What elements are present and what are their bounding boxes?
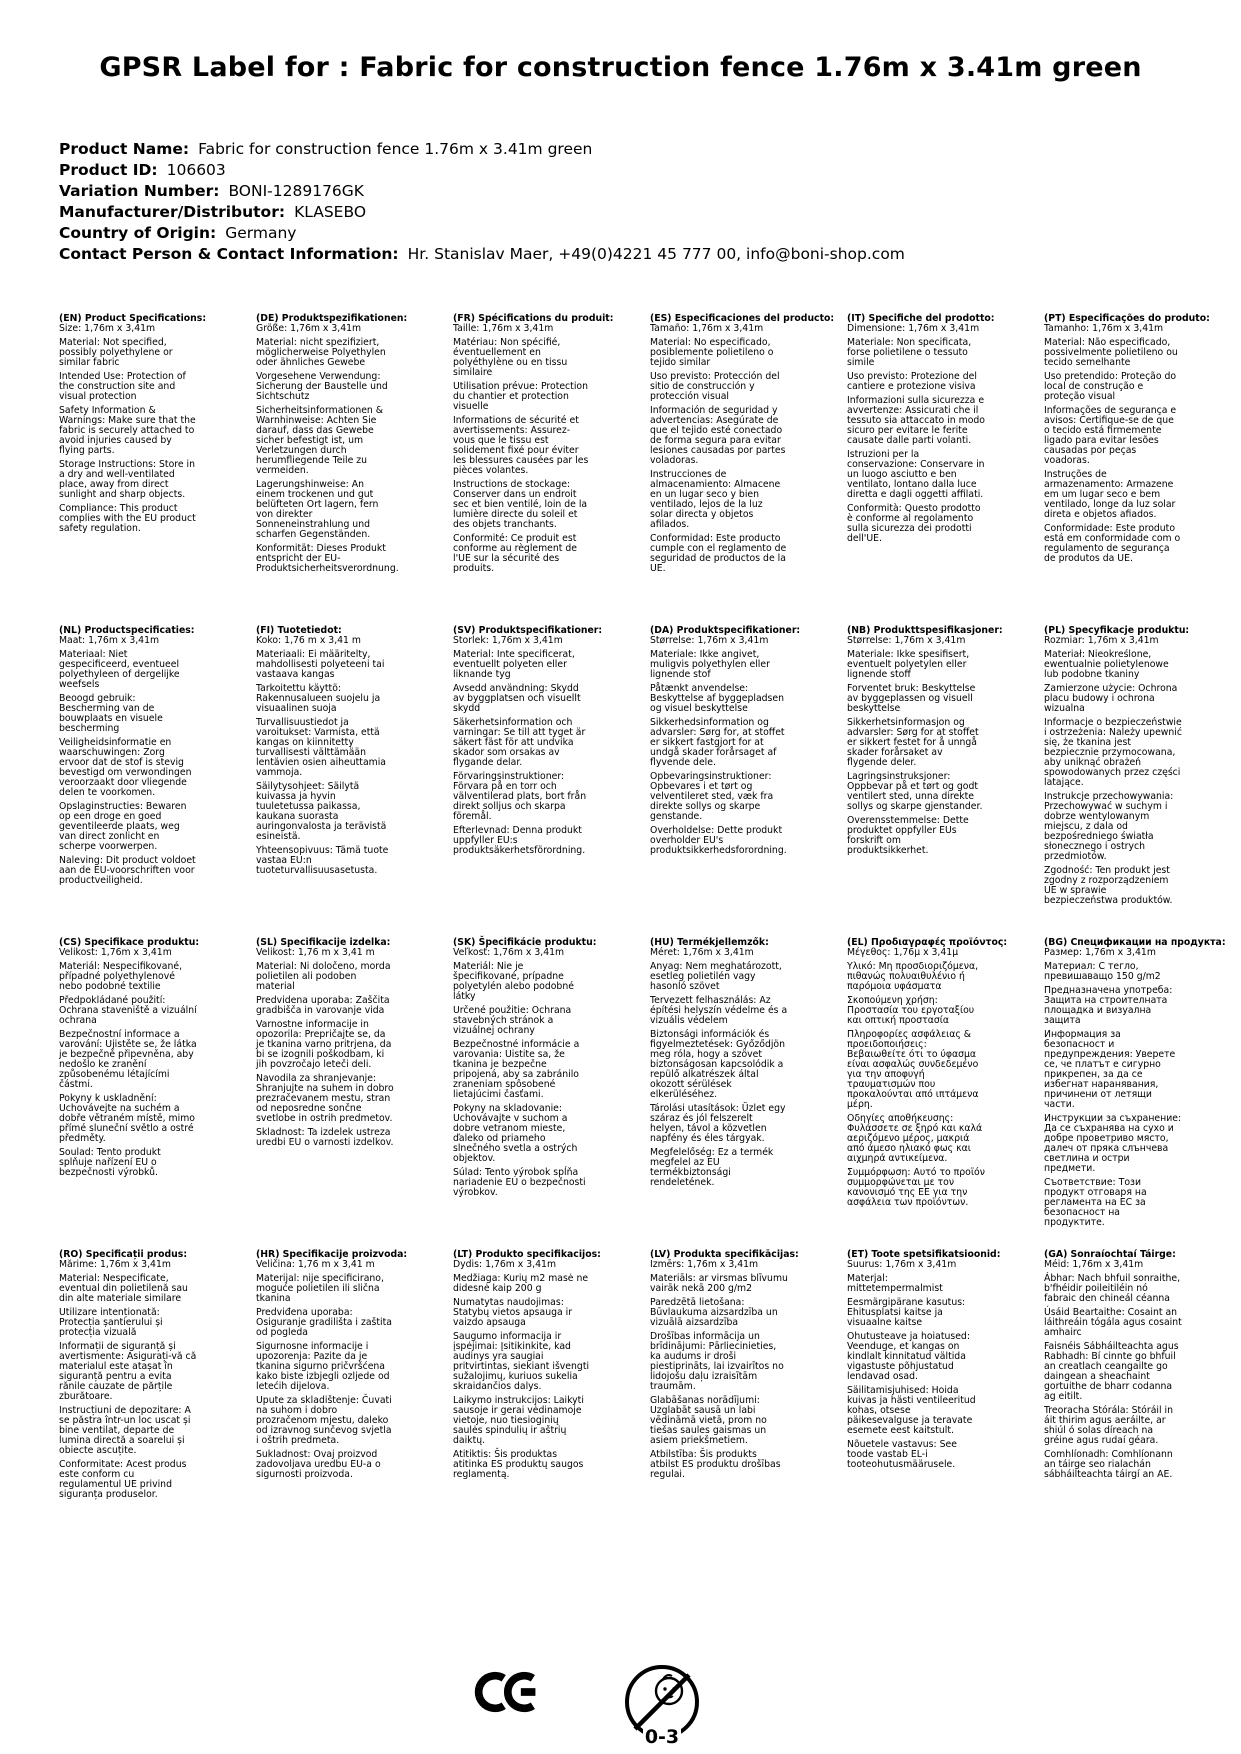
lang-block-body [453, 324, 591, 574]
spec-paragraph: Informacje o bezpieczeństwie i ostrzeżenia: Należy upewnić się, że tkanina jest bezpiecznie przymocowana, aby uniknąć obrażeń spowodowanych przez części latające. [1044, 717, 1182, 788]
spec-paragraph: Predviđena uporaba: Osiguranje gradilišta i zaštita od pogleda [256, 1307, 392, 1338]
lang-block-body [256, 1260, 394, 1480]
product-info-label: Country of Origin: [59, 224, 217, 242]
lang-block-heading: (DA) Produktspecifikationer: [650, 625, 801, 636]
product-info-value: Hr. Stanislav Maer, +49(0)4221 45 777 00, info@boni-shop.com [407, 245, 905, 263]
spec-paragraph: Lagerungshinweise: An einem trockenen und gut belüfteten Ort lagern, fern von direkter Sonneneinstrahlung und scharfen Gegenständen. [256, 479, 379, 540]
lang-block-da [650, 625, 801, 938]
spec-paragraph: Ohutusteave ja hoiatused: Veenduge, et kangas on kindlalt kinnitatud vältida vigastuste põhjustatud lendavad osad. [847, 1331, 970, 1382]
spec-paragraph: Υλικό: Μη προσδιοριζόμενα, πιθανώς πολυαιθυλένιο ή παρόμοια υφάσματα [847, 961, 979, 992]
lang-block-body [847, 1260, 985, 1470]
spec-paragraph: Uso previsto: Protezione del cantiere e protezione visiva [847, 371, 977, 392]
spec-paragraph: Biztonsági információk és figyelmeztetések: Győződjön meg róla, hogy a szövet biztonságosan kapcsolódik a repülő alkatrészek által okozott sérülések elkerüléséhez. [650, 1029, 786, 1100]
lang-block-hr [256, 1249, 408, 1562]
spec-paragraph: Skladnost: Ta izdelek ustreza uredbi EU o varnosti izdelkov. [256, 1127, 394, 1148]
spec-paragraph: Veľkosť: 1,76m x 3,41m [453, 947, 565, 958]
spec-paragraph: Taille: 1,76m x 3,41m [453, 323, 554, 334]
spec-paragraph: Konformität: Dieses Produkt entspricht der EU-Produktsicherheitsverordnung. [256, 543, 399, 574]
product-info-value: KLASEBO [294, 203, 367, 221]
spec-paragraph: Материал: С тегло, превишаващо 150 g/m2 [1044, 961, 1161, 982]
lang-block-heading: (LV) Produkta specifikācijas: [650, 1249, 799, 1260]
lang-block-body [650, 324, 788, 574]
lang-block-fr [453, 313, 614, 626]
spec-paragraph: Σκοπούμενη χρήση: Προστασία του εργοταξίου και οπτική προστασία [847, 995, 975, 1026]
spec-paragraph: Material: Não especificado, possivelmente polietileno ou tecido semelhante [1044, 337, 1178, 368]
spec-paragraph: Bezpečnostní informace a varování: Ujistěte se, že látka je bezpečně připevněna, aby nedošlo ke zranění způsobenému létajícími částmi. [59, 1029, 197, 1090]
lang-block-body [847, 948, 985, 1208]
spec-paragraph: Velikost: 1,76m x 3,41m [59, 947, 172, 958]
lang-block-body [1044, 324, 1182, 564]
spec-paragraph: Materiāls: ar virsmas blīvumu vairāk nekā 200 g/m2 [650, 1273, 788, 1294]
product-info-label: Contact Person & Contact Information: [59, 245, 399, 263]
lang-block-heading: (ET) Toote spetsifikatsioonid: [847, 1249, 1001, 1260]
spec-paragraph: Pokyny k uskladnění: Uchovávejte na suchém a dobře větraném místě, mimo přímé sluneční světlo a ostré předměty. [59, 1093, 195, 1144]
spec-paragraph: Storlek: 1,76m x 3,41m [453, 635, 563, 646]
product-info-value: 106603 [166, 161, 226, 179]
spec-paragraph: Información de seguridad y advertencias: Asegúrate de que el tejido esté conectado de forma segura para evitar lesiones causadas por partes voladoras. [650, 405, 786, 466]
spec-paragraph: Naleving: Dit product voldoet aan de EU-voorschriften voor productveiligheid. [59, 855, 196, 886]
lang-block-heading: (NL) Productspecificaties: [59, 625, 195, 636]
spec-paragraph: Lagringsinstruksjoner: Oppbevar på et tørt og godt ventilert sted, unna direkte sollys og skarpe gjenstander. [847, 771, 983, 812]
spec-paragraph: Συμμόρφωση: Αυτό το προϊόν συμμορφώνεται με τον κανονισμό της ΕΕ για την ασφάλεια των προϊόντων. [847, 1167, 985, 1208]
spec-paragraph: Größe: 1,76m x 3,41m [256, 323, 362, 334]
lang-block-heading: (SK) Špecifikácie produktu: [453, 937, 597, 948]
lang-block-sk [453, 937, 597, 1250]
age-warning-icon [622, 1656, 702, 1754]
lang-block-body [453, 948, 591, 1198]
spec-paragraph: Materjal: mittetempermalmist [847, 1273, 943, 1294]
spec-paragraph: Tárolási utasítások: Üzlet egy száraz és jól felszerelt helyen, távol a közvetlen napfény és éles tárgyak. [650, 1103, 786, 1144]
lang-block-body [1044, 948, 1182, 1228]
lang-block-body [453, 1260, 591, 1480]
spec-paragraph: Instructions de stockage: Conserver dans un endroit sec et bien ventilé, loin de la lumière directe du soleil et des objets tranchants. [453, 479, 588, 530]
spec-paragraph: Informații de siguranță și avertismente: Asigurați-vă că materialul este atașat în siguranță pentru a evita rănile cauzate de părțile zburătoare. [59, 1341, 197, 1402]
spec-paragraph: Material: Not specified, possibly polyethylene or similar fabric [59, 337, 173, 368]
product-info-row [59, 244, 905, 265]
lang-block-body [256, 636, 394, 876]
lang-block-body [847, 324, 985, 544]
ce-mark-icon [472, 1668, 544, 1720]
product-info-row [59, 202, 905, 223]
lang-block-pt [1044, 313, 1210, 626]
spec-paragraph: Sigurnosne informacije i upozorenja: Pazite da je tkanina sigurno pričvršćena kako biste izbjegli ozljede od letećih dijelova. [256, 1341, 390, 1392]
product-info-label: Manufacturer/Distributor: [59, 203, 286, 221]
spec-paragraph: Materiaal: Niet gespecificeerd, eventueel polyethyleen of dergelijke weefsels [59, 649, 180, 690]
spec-paragraph: Medžiaga: Kurių m2 masė ne didesnė kaip 200 g [453, 1273, 589, 1294]
lang-block-heading: (BG) Спецификации на продукта: [1044, 937, 1226, 948]
lang-block-en [59, 313, 207, 626]
spec-paragraph: Инструкции за съхранение: Да се съхранява на сухо и добре проветриво място, далеч от пряка слънчева светлина и остри предмети. [1044, 1113, 1182, 1174]
spec-paragraph: Съответствие: Този продукт отговаря на регламента на ЕС за безопасност на продуктите. [1044, 1177, 1147, 1228]
spec-paragraph: Eesmärgipärane kasutus: Ehitusplatsi kaitse ja visuaalne kaitse [847, 1297, 966, 1328]
lang-block-it [847, 313, 995, 626]
spec-paragraph: Megfelelőség: Ez a termék megfelel az EU termékbiztonsági rendeletének. [650, 1147, 774, 1188]
spec-paragraph: Materiál: Nie je špecifikované, prípadne polyetylén alebo podobné látky [453, 961, 574, 1002]
spec-paragraph: Určené použitie: Ochrana stavebných stránok a vizuálnej ochrany [453, 1005, 572, 1036]
spec-paragraph: Velikost: 1,76 m x 3,41 m [256, 947, 375, 958]
spec-paragraph: Faisnéis Sábháilteachta agus Rabhadh: Bí cinnte go bhfuil an creatlach ceangailte go daingean a sheachaint gortuithe de bharr codanna ag eitilt. [1044, 1341, 1179, 1402]
spec-paragraph: Μέγεθος: 1,76μ x 3,41μ [847, 947, 959, 958]
spec-paragraph: Sukladnost: Ovaj proizvod zadovoljava uredbu EU-a o sigurnosti proizvoda. [256, 1449, 381, 1480]
spec-paragraph: Saugumo informacija ir įspėjimai: Įsitikinkite, kad audinys yra saugiai pritvirtintas, siekiant išvengti sužalojimų, kuriuos sukelia skraidančios dalys. [453, 1331, 590, 1392]
spec-paragraph: Tarkoitettu käyttö: Rakennusalueen suojelu ja visuaalinen suoja [256, 683, 381, 714]
lang-block-lv [650, 1249, 799, 1562]
lang-block-heading: (CS) Specifikace produktu: [59, 937, 200, 948]
spec-paragraph: Material: Inte specificerat, eventuellt polyeten eller liknande tyg [453, 649, 575, 680]
page-title: GPSR Label for : Fabric for construction fence 1.76m x 3.41m green [99, 52, 1142, 83]
spec-paragraph: Laikymo instrukcijos: Laikyti sausoje ir gerai vėdinamoje vietoje, nuo tiesioginių saulės spindulių ir aštrių daiktų. [453, 1395, 584, 1446]
lang-block-heading: (GA) Sonraíochtaí Táirge: [1044, 1249, 1176, 1260]
spec-paragraph: Beoogd gebruik: Bescherming van de bouwplaats en visuele bescherming [59, 693, 163, 734]
spec-paragraph: Størrelse: 1,76m x 3,41m [650, 635, 769, 646]
spec-paragraph: Dimensione: 1,76m x 3,41m [847, 323, 980, 334]
spec-paragraph: Intended Use: Protection of the construction site and visual protection [59, 371, 186, 402]
spec-paragraph: Veličina: 1,76 m x 3,41 m [256, 1259, 375, 1270]
lang-block-body [1044, 1260, 1182, 1480]
spec-paragraph: Matériau: Non spécifié, éventuellement en polyéthylène ou en tissu similaire [453, 337, 568, 378]
spec-paragraph: Conformitate: Acest produs este conform cu regulamentul UE privind siguranța produselor. [59, 1459, 187, 1500]
spec-paragraph: Safety Information & Warnings: Make sure that the fabric is securely attached to avoid injuries caused by flying parts. [59, 405, 196, 456]
lang-block-body [453, 636, 591, 856]
spec-paragraph: Numatytas naudojimas: Statybų vietos apsauga ir vaizdo apsauga [453, 1297, 573, 1328]
spec-paragraph: Anyag: Nem meghatározott, esetleg polietilén vagy hasonló szövet [650, 961, 782, 992]
spec-paragraph: Úsáid Beartaithe: Cosaint an láithreáin tógála agus cosaint amhairc [1044, 1307, 1182, 1338]
lang-block-de [256, 313, 408, 626]
spec-paragraph: Drošības informācija un brīdinājumi: Pārliecinieties, ka audums ir droši piestiprināts, lai izvairītos no lidojošu daļu izraisītām traumām. [650, 1331, 784, 1392]
spec-paragraph: Comhlíonadh: Comhlíonann an táirge seo rialachán sábháilteachta táirgí an AE. [1044, 1449, 1173, 1480]
product-info-row [59, 223, 905, 244]
product-info-row [59, 139, 905, 160]
spec-paragraph: Размер: 1,76m x 3,41m [1044, 947, 1156, 958]
spec-paragraph: Предназначена употреба: Защита на строителната площадка и визуална защита [1044, 985, 1173, 1026]
language-blocks-grid [59, 314, 1241, 1562]
lang-block-fi [256, 626, 394, 938]
lang-block-es [650, 313, 835, 626]
product-info-label: Product Name: [59, 140, 190, 158]
spec-paragraph: Conformidade: Este produto está em conformidade com o regulamento de segurança de produtos da UE. [1044, 523, 1181, 564]
spec-paragraph: Súlad: Tento výrobok spĺňa nariadenie EÚ o bezpečnosti výrobkov. [453, 1167, 586, 1198]
lang-block-body [650, 636, 788, 856]
spec-paragraph: Instrukcje przechowywania: Przechowywać w suchym i dobrze wentylowanym miejscu, z dala od bezpośredniego światła słonecznego i ostrych przedmiotów. [1044, 791, 1174, 862]
lang-block-heading: (ES) Especificaciones del producto: [650, 313, 835, 324]
spec-paragraph: Förvaringsinstruktioner: Förvara på en torr och välventilerad plats, bort från direkt solljus och skarpa föremål. [453, 771, 587, 822]
lang-block-heading: (FI) Tuotetiedot: [256, 625, 342, 636]
spec-paragraph: Sikkerhedsinformation og advarsler: Sørg for, at stoffet er sikkert fastgjort for at undgå skader forårsaget af flyvende dele. [650, 717, 785, 768]
product-info-row [59, 181, 905, 202]
spec-paragraph: Zgodność: Ten produkt jest zgodny z rozporządzeniem UE w sprawie bezpieczeństwa produktów. [1044, 865, 1173, 906]
spec-paragraph: Compliance: This product complies with the EU product safety regulation. [59, 503, 196, 534]
spec-paragraph: Zamierzone użycie: Ochrona placu budowy i ochrona wizualna [1044, 683, 1178, 714]
lang-block-sv [453, 625, 603, 938]
lang-block-cs [59, 937, 200, 1250]
spec-paragraph: Material: nicht spezifiziert, möglicherweise Polyethylen oder ähnliches Gewebe [256, 337, 386, 368]
lang-block-bg [1044, 937, 1226, 1250]
spec-paragraph: Atitiktis: Šis produktas atitinka ES produktų saugos reglamentą. [453, 1449, 584, 1480]
spec-paragraph: Информация за безопасност и предупреждения: Уверете се, че платът е сигурно прикрепен, за да се избегнат наранявания, причинени от летящи части. [1044, 1029, 1176, 1110]
spec-paragraph: Conformità: Questo prodotto è conforme al regolamento sulla sicurezza dei prodotti dell'UE. [847, 503, 981, 544]
product-info-value: Germany [225, 224, 297, 242]
lang-block-heading: (FR) Spécifications du produit: [453, 313, 614, 324]
lang-block-body [59, 636, 197, 886]
spec-paragraph: Instrucțiuni de depozitare: A se păstra într-un loc uscat și bine ventilat, departe de lumina directă a soarelui și obiecte ascuțite. [59, 1405, 191, 1456]
spec-paragraph: Suurus: 1,76m x 3,41m [847, 1259, 957, 1270]
spec-paragraph: Bezpečnostné informácie a varovania: Uistite sa, že tkanina je bezpečne pripojená, aby sa zabránilo zraneniam spôsobené lietajúcimi časťami. [453, 1039, 580, 1100]
lang-block-body [847, 636, 985, 856]
spec-paragraph: Overensstemmelse: Dette produktet oppfyller EUs forskrift om produktsikkerhet. [847, 815, 969, 856]
product-info-label: Product ID: [59, 161, 158, 179]
spec-paragraph: Avsedd användning: Skydd av byggplatsen och visuellt skydd [453, 683, 581, 714]
lang-block-heading: (HR) Specifikacije proizvoda: [256, 1249, 408, 1260]
spec-paragraph: Paredzētā lietošana: Būvlaukuma aizsardzība un vizuālā aizsardzība [650, 1297, 778, 1328]
spec-paragraph: Glabāšanas norādījumi: Uzglabāt sausā un labi vēdināmā vietā, prom no tiešas saules gaismas un asiem priekšmetiem. [650, 1395, 767, 1446]
spec-paragraph: Méret: 1,76m x 3,41m [650, 947, 754, 958]
spec-paragraph: Predvidena uporaba: Zaščita gradbišča in varovanje vida [256, 995, 390, 1016]
lang-block-heading: (EN) Product Specifications: [59, 313, 207, 324]
lang-block-lt [453, 1249, 601, 1562]
spec-paragraph: Upute za skladištenje: Čuvati na suhom i dobro prozračenom mjestu, daleko od izravnog sunčevog svjetla i oštrih predmeta. [256, 1395, 392, 1446]
product-info [59, 139, 905, 265]
spec-paragraph: Rozmiar: 1,76m x 3,41m [1044, 635, 1159, 646]
spec-paragraph: Utilizare intenționată: Protecția șantierului și protecția vizuală [59, 1307, 163, 1338]
spec-paragraph: Informazioni sulla sicurezza e avvertenze: Assicurati che il tessuto sia attaccato in modo sicuro per evitare le ferite causate dalle parti volanti. [847, 395, 985, 446]
spec-paragraph: Forventet bruk: Beskyttelse av byggeplassen og visuell beskyttelse [847, 683, 976, 714]
spec-paragraph: Soulad: Tento produkt splňuje nařízení EU o bezpečnosti výrobků. [59, 1147, 161, 1178]
baby-face-icon [656, 1678, 682, 1704]
spec-paragraph: Efterlevnad: Denna produkt uppfyller EU:s produktsäkerhetsförordning. [453, 825, 586, 856]
lang-block-body [256, 323, 399, 574]
spec-paragraph: Navodila za shranjevanje: Shranjujte na suhem in dobro prezračevanem mestu, stran od neposredne sončne svetlobe in ostrih predmetov. [256, 1073, 394, 1124]
spec-paragraph: Säkerhetsinformation och varningar: Se till att tyget är säkert fäst för att undvika skador som orsakas av flygande delar. [453, 717, 586, 768]
lang-block-hu [650, 938, 788, 1250]
spec-paragraph: Atbilstība: Šis produkts atbilst ES produktu drošības regulai. [650, 1449, 781, 1480]
lang-block-heading: (RO) Specificații produs: [59, 1249, 188, 1260]
spec-paragraph: Opbevaringsinstruktioner: Opbevares i et tørt og velventileret sted, væk fra direkte sollys og skarpe genstande. [650, 771, 774, 822]
spec-paragraph: Uso previsto: Protección del sitio de construcción y protección visual [650, 371, 780, 402]
spec-paragraph: Οδηγίες αποθήκευσης: Φυλάσσετε σε ξηρό και καλά αεριζόμενο μέρος, μακριά από άμεσο ηλιακό φως και αιχμηρά αντικείμενα. [847, 1113, 983, 1164]
spec-paragraph: Sicherheitsinformationen & Warnhinweise: Achten Sie darauf, dass das Gewebe sicher befestigt ist, um Verletzungen durch herumfliegende Teile zu vermeiden. [256, 405, 384, 476]
lang-block-body [650, 1260, 788, 1480]
product-info-label: Variation Number: [59, 182, 220, 200]
spec-paragraph: Mărime: 1,76m x 3,41m [59, 1259, 171, 1270]
spec-paragraph: Conformité: Ce produit est conforme au règlement de l'UE sur la sécurité des produits. [453, 533, 578, 574]
lang-block-nb [847, 625, 1003, 938]
spec-paragraph: Uso pretendido: Proteção do local de construção e proteção visual [1044, 371, 1177, 402]
lang-block-body [59, 324, 197, 534]
spec-paragraph: Tervezett felhasználás: Az építési helyszín védelme és a vizuális védelem [650, 995, 788, 1026]
lang-block-nl [59, 626, 197, 938]
spec-paragraph: Informations de sécurité et avertissements: Assurez-vous que le tissu est solidement fixé pour éviter les blessures causées par les pièces volantes. [453, 415, 589, 476]
lang-block-body [256, 948, 394, 1148]
spec-paragraph: Nõuetele vastavus: See toode vastab EL-i tooteohutusmäärusele. [847, 1439, 957, 1470]
spec-paragraph: Materiał: Nieokreślone, ewentualnie polietylenowe lub podobne tkaniny [1044, 649, 1169, 680]
spec-paragraph: Pokyny na skladovanie: Uchovávajte v suchom a dobre vetranom mieste, ďaleko od priameho slnečného svetla a ostrých objektov. [453, 1103, 578, 1164]
lang-block-heading: (SV) Produktspecifikationer: [453, 625, 603, 636]
lang-block-body [650, 948, 788, 1188]
spec-paragraph: Izmērs: 1,76m x 3,41m [650, 1259, 759, 1270]
lang-block-heading: (DE) Produktspezifikationen: [256, 313, 408, 324]
lang-block-heading: (LT) Produkto specifikacijos: [453, 1249, 601, 1260]
spec-paragraph: Istruzioni per la conservazione: Conservare in un luogo asciutto e ben ventilato, lontano dalla luce diretta e dagli oggetti affilati. [847, 449, 985, 500]
spec-paragraph: Materiaali: Ei määritelty, mahdollisesti polyeteeni tai vastaava kangas [256, 649, 385, 680]
spec-paragraph: Dydis: 1,76m x 3,41m [453, 1259, 557, 1270]
spec-paragraph: Vorgesehene Verwendung: Sicherung der Baustelle und Sichtschutz [256, 371, 388, 402]
lang-block-body [59, 1260, 197, 1500]
spec-paragraph: Maat: 1,76m x 3,41m [59, 635, 160, 646]
spec-paragraph: Tamaño: 1,76m x 3,41m [650, 323, 764, 334]
lang-block-sl [256, 938, 394, 1250]
spec-paragraph: Materiale: Non specificata, forse polietilene o tessuto simile [847, 337, 972, 368]
spec-paragraph: Utilisation prévue: Protection du chantier et protection visuelle [453, 381, 588, 412]
spec-paragraph: Size: 1,76m x 3,41m [59, 323, 156, 334]
lang-block-heading: (PT) Especificações do produto: [1044, 313, 1210, 324]
spec-paragraph: Materiale: Ikke angivet, muligvis polyethylen eller lignende stof [650, 649, 770, 680]
spec-paragraph: Material: Nespecificate, eventual din polietilenă sau din alte materiale similare [59, 1273, 188, 1304]
lang-block-body [59, 948, 197, 1178]
spec-paragraph: Předpokládané použití: Ochrana staveniště a vizuální ochrana [59, 995, 197, 1026]
spec-paragraph: Materijal: nije specificirano, moguće polietilen ili slična tkanina [256, 1273, 384, 1304]
spec-paragraph: Ábhar: Nach bhfuil sonraithe, b'fhéidir poileitiléin nó fabraic den chineál céanna [1044, 1273, 1181, 1304]
spec-paragraph: Størrelse: 1,76m x 3,41m [847, 635, 966, 646]
spec-paragraph: Instruções de armazenamento: Armazene em um lugar seco e bem ventilado, longe da luz solar direta e objetos afiados. [1044, 469, 1176, 520]
spec-paragraph: Sikkerhetsinformasjon og advarsler: Sørg for at stoffet er sikkert festet for å unngå skader forårsaket av flygende deler. [847, 717, 979, 768]
spec-paragraph: Storage Instructions: Store in a dry and well-ventilated place, away from direct sunlight and sharp objects. [59, 459, 196, 500]
spec-paragraph: Säilytysohjeet: Säilytä kuivassa ja hyvin tuuletetussa paikassa, kaukana suorasta auringonvalosta ja terävistä esineistä. [256, 781, 387, 842]
lang-block-ro [59, 1250, 197, 1562]
spec-paragraph: Materiál: Nespecifikované, případné polyethylenové nebo podobné textilie [59, 961, 183, 992]
lang-block-heading: (NB) Produkttspesifikasjoner: [847, 625, 1003, 636]
lang-block-heading: (PL) Specyfikacje produktu: [1044, 625, 1190, 636]
lang-block-pl [1044, 625, 1190, 938]
spec-paragraph: Material: No especificado, posiblemente polietileno o tejido similar [650, 337, 774, 368]
product-info-value: Fabric for construction fence 1.76m x 3.41m green [198, 140, 593, 158]
spec-paragraph: Conformidad: Este producto cumple con el reglamento de seguridad de productos de la UE. [650, 533, 787, 574]
lang-block-heading: (HU) Termékjellemzők: [650, 937, 769, 948]
spec-paragraph: Yhteensopivuus: Tämä tuote vastaa EU:n tuoteturvallisuusasetusta. [256, 845, 389, 876]
spec-paragraph: Πληροφορίες ασφάλειας & προειδοποιήσεις: Βεβαιωθείτε ότι το ύφασμα είναι ασφαλώς συνδεδεμένο για την αποφυγή τραυματισμών που προκαλούνται από ιπτάμενα μέρη. [847, 1029, 979, 1110]
spec-paragraph: Varnostne informacije in opozorila: Prepričajte se, da je tkanina varno pritrjena, da bi se izognili poškodbam, ki jih povzročajo leteči deli. [256, 1019, 392, 1070]
spec-paragraph: Méid: 1,76m x 3,41m [1044, 1259, 1144, 1270]
lang-block-heading: (IT) Specifiche del prodotto: [847, 313, 995, 324]
spec-paragraph: Material: Ni določeno, morda polietilen ali podoben material [256, 961, 391, 992]
product-info-row [59, 160, 905, 181]
spec-paragraph: Veiligheidsinformatie en waarschuwingen: Zorg ervoor dat de stof is stevig bevestigd om verwondingen veroorzaakt door vliegende delen te voorkomen. [59, 737, 192, 798]
lang-block-heading: (EL) Προδιαγραφές προϊόντος: [847, 937, 1008, 948]
spec-paragraph: Instrucciones de almacenamiento: Almacene en un lugar seco y bien ventilado, lejos de la luz solar directa y objetos afilados. [650, 469, 781, 530]
lang-block-heading: (SL) Specifikacije izdelka: [256, 937, 391, 948]
spec-paragraph: Påtænkt anvendelse: Beskyttelse af byggepladsen og visuel beskyttelse [650, 683, 784, 714]
lang-block-ga [1044, 1250, 1182, 1562]
age-range-label: 0-3 [644, 1726, 680, 1748]
spec-paragraph: Tamanho: 1,76m x 3,41m [1044, 323, 1164, 334]
lang-block-et [847, 1249, 1001, 1562]
lang-block-body [1044, 636, 1182, 906]
lang-block-el [847, 937, 1008, 1250]
spec-paragraph: Informações de segurança e avisos: Certifique-se de que o tecido está firmemente ligado para evitar lesões causadas por peças voadoras. [1044, 405, 1177, 466]
spec-paragraph: Materiale: Ikke spesifisert, eventuelt polyetylen eller lignende stoff [847, 649, 970, 680]
product-info-value: BONI-1289176GK [228, 182, 364, 200]
spec-paragraph: Opslaginstructies: Bewaren op een droge en goed geventileerde plaats, weg van direct zonlicht en scherpe voorwerpen. [59, 801, 187, 852]
spec-paragraph: Koko: 1,76 m x 3,41 m [256, 635, 361, 646]
spec-paragraph: Säilitamisjuhised: Hoida kuivas ja hästi ventileeritud kohas, otsese päikesevalguse ja teravate esemete eest kaitstult. [847, 1385, 976, 1436]
spec-paragraph: Overholdelse: Dette produkt overholder EU's produktsikkerhedsforordning. [650, 825, 787, 856]
spec-paragraph: Treoracha Stórála: Stóráil in áit thirim agus aeráilte, ar shiúl ó solas díreach na gréine agus rudaí géara. [1044, 1405, 1173, 1446]
spec-paragraph: Turvallisuustiedot ja varoitukset: Varmista, että kangas on kiinnitetty turvallisesti välttämään lentävien osien aiheuttamia vammoja. [256, 717, 386, 778]
